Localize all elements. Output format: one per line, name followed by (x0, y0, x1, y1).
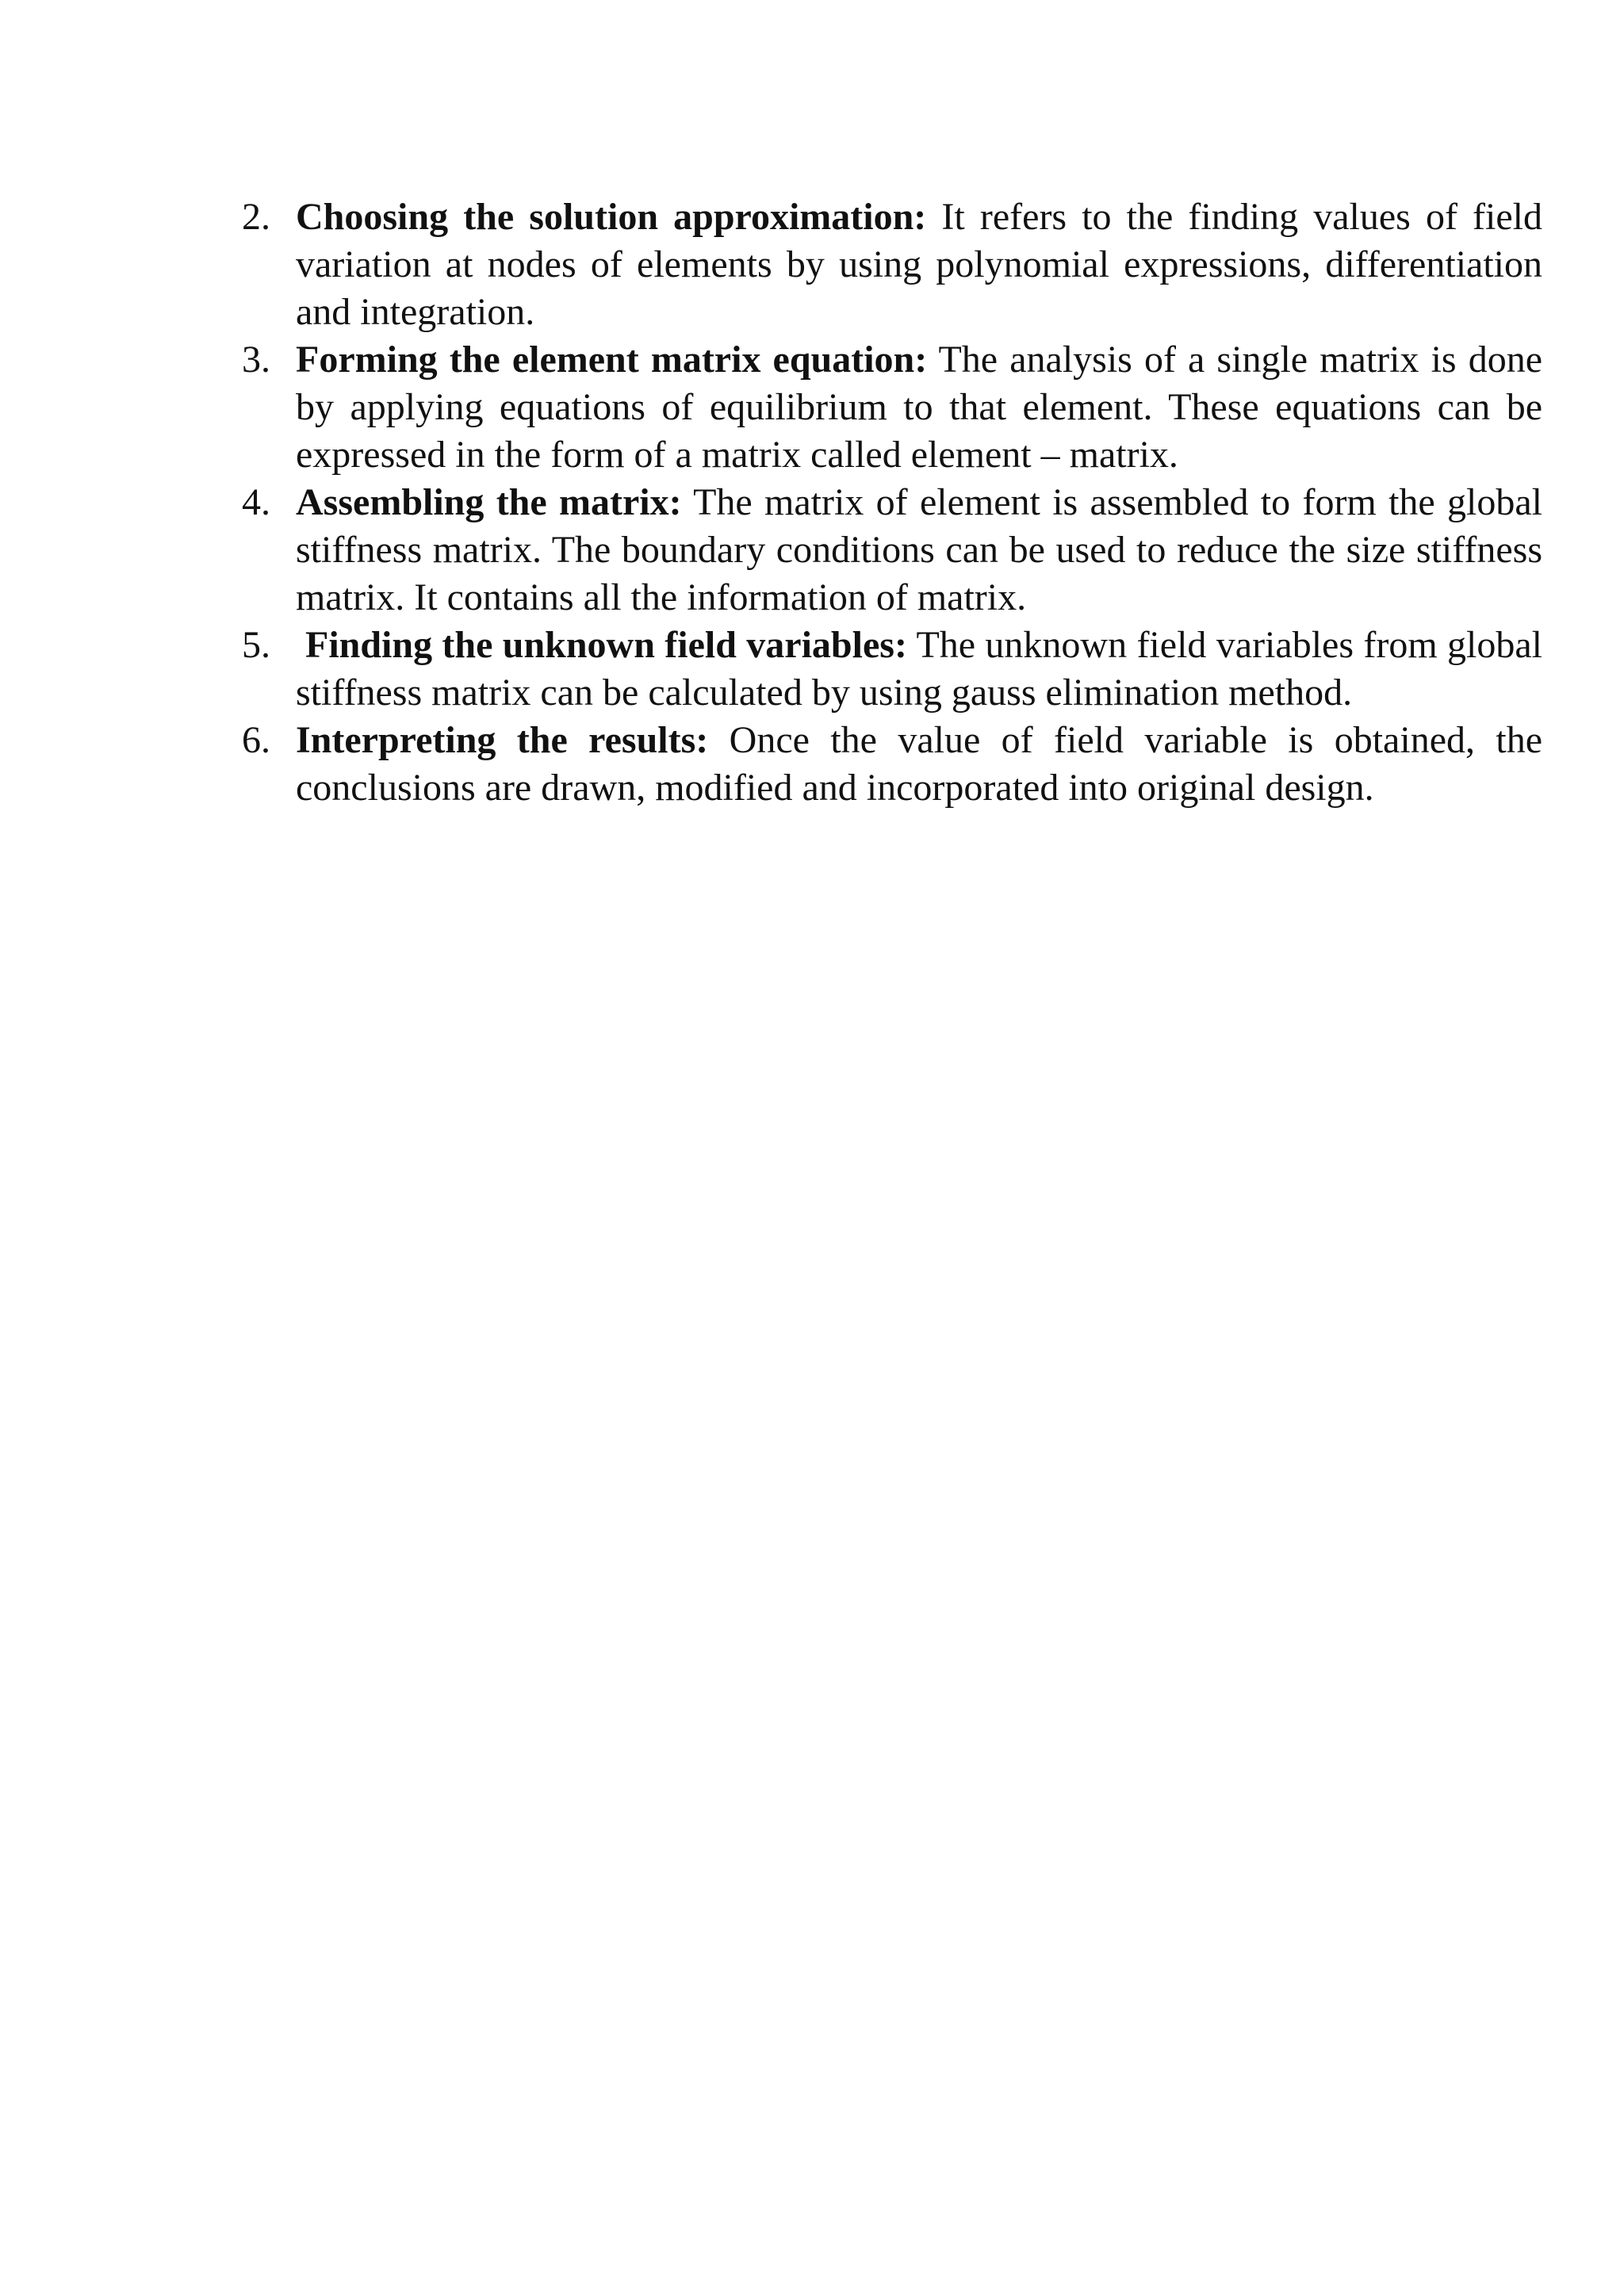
list-item-term: Interpreting the results: (296, 719, 709, 761)
list-item (242, 717, 1542, 812)
list-item (242, 479, 1542, 622)
list-item-term: Choosing the solution approximation: (296, 196, 927, 238)
list-item-term: Forming the element matrix equation: (296, 339, 928, 381)
list-item-text: Once the value of field variable is obtained, the conclusions are drawn, modified and incorporated into original design. (296, 719, 1543, 809)
list-item (242, 622, 1542, 717)
list-item-number: 3. (242, 339, 270, 381)
list-item-number: 2. (242, 196, 270, 238)
list-item-number: 4. (242, 481, 270, 523)
list-item-term: Finding the unknown field variables: (305, 624, 907, 666)
list-item-number: 5. (242, 624, 270, 666)
list-item-text: It refers to the finding values of field variation at nodes of elements by using polynomial expressions, differentiation and integration. (296, 196, 1543, 333)
list-item-number: 6. (242, 719, 270, 761)
list-item-text: The unknown field variables from global stiffness matrix can be calculated by using gauss elimination method. (296, 624, 1543, 714)
list-item (242, 336, 1542, 479)
list-item-term: Assembling the matrix: (296, 481, 682, 523)
list-item (242, 193, 1542, 336)
list-item-text: The analysis of a single matrix is done by applying equations of equilibrium to that element. These equations can be expressed in the form of a matrix called element – matrix. (296, 339, 1543, 476)
numbered-list (242, 193, 1542, 812)
list-item-text: The matrix of element is assembled to form the global stiffness matrix. The boundary conditions can be used to reduce the size stiffness matrix. It contains all the information of matrix. (296, 481, 1543, 618)
